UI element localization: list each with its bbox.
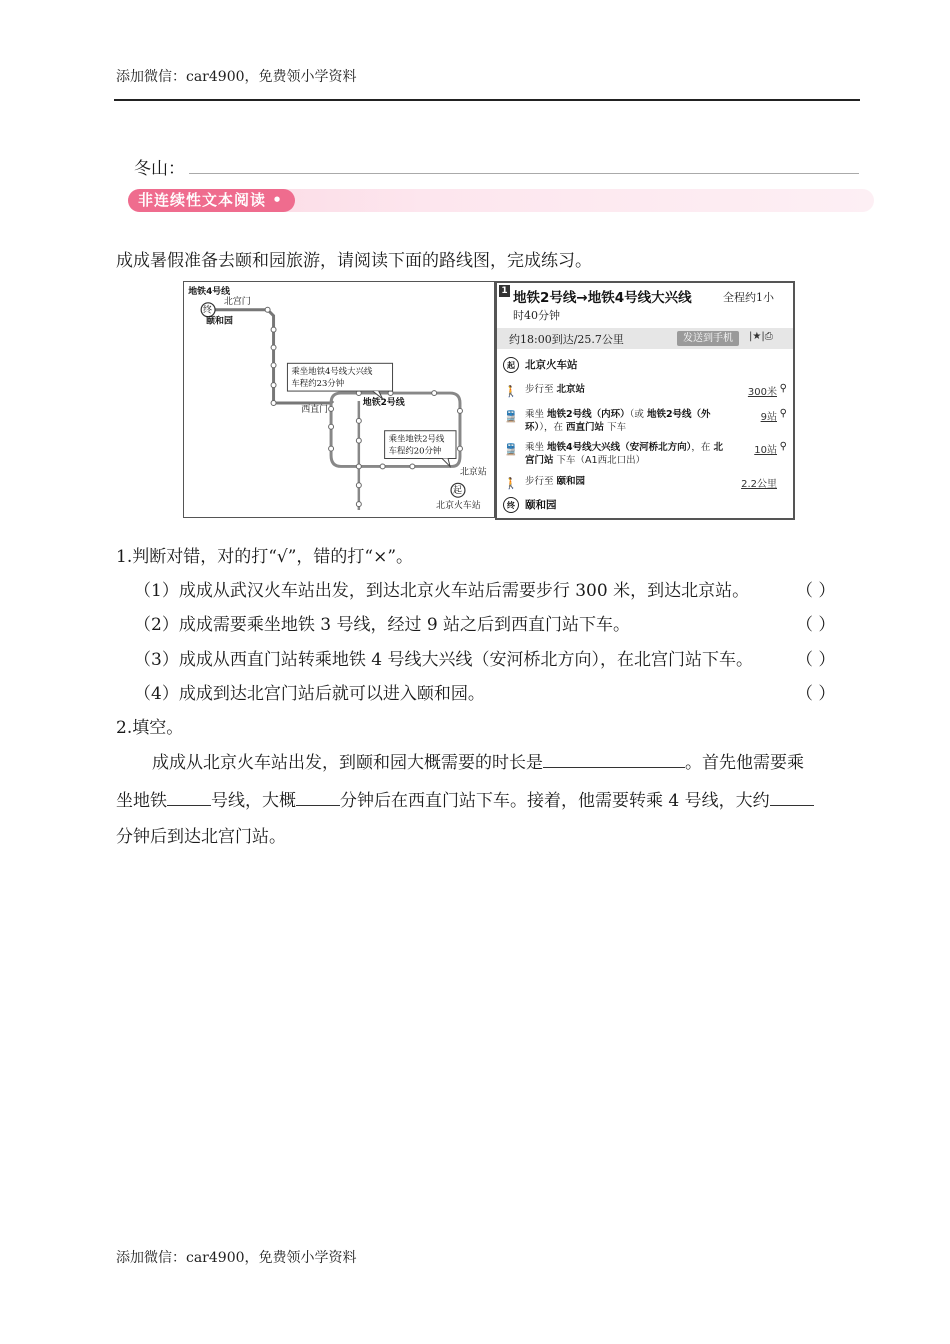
step-walk-2-distance: 2.2公里	[741, 479, 777, 490]
step-start-text: 北京火车站	[525, 359, 578, 371]
map-station	[457, 408, 462, 413]
step-line4-text: 乘坐 地铁4号线大兴线（安河桥北方向），在 北宫门站 下车（A1西北口出）	[525, 442, 723, 466]
map-station	[356, 464, 361, 469]
note-line2-row2: 车程约20分钟	[388, 445, 442, 456]
walk-icon: 🚶	[504, 476, 518, 490]
fill-line-3: 分钟后到达北宫门站。	[116, 827, 286, 847]
start-mark-text: 起	[453, 486, 462, 497]
location-pin-icon[interactable]: ⚲	[779, 383, 787, 394]
note-line4-row1: 乘坐地铁4号线大兴线	[291, 366, 373, 377]
map-station	[271, 383, 276, 388]
beijing-huochezhan-label: 北京火车站	[436, 501, 481, 512]
route-step-walk-1	[503, 383, 791, 399]
question-1-item-2: （2）成成需要乘坐地铁 3 号线，经过 9 站之后到西直门站下车。	[134, 615, 631, 635]
winter-blank[interactable]	[189, 156, 859, 174]
question-1-item-3: （3）成成从西直门站转乘地铁 4 号线大兴线（安河桥北方向），在北宫门站下车。	[134, 650, 753, 670]
route-step-end	[503, 497, 791, 513]
map-station	[271, 327, 276, 332]
train-icon: 🚆	[504, 409, 518, 423]
winter-answer-line	[134, 154, 859, 179]
header-rule	[114, 99, 860, 101]
line2-label: 地铁2号线	[362, 397, 405, 408]
route-step-walk-2	[503, 475, 791, 491]
answer-paren-3[interactable]: （ ）	[796, 650, 836, 670]
step-line2-stops: 9站	[760, 412, 777, 423]
step-line4-stops: 10站	[754, 445, 777, 456]
route-panel	[495, 281, 795, 520]
xizhimen-label: 西直门	[301, 404, 329, 415]
question-2-head: 2.填空。	[116, 718, 184, 738]
map-station	[271, 345, 276, 350]
route-tools[interactable]: |★|⎙	[749, 331, 773, 342]
answer-paren-1[interactable]: （ ）	[796, 581, 836, 601]
note-line2-row1: 乘坐地铁2号线	[388, 433, 445, 444]
fill-blank-line[interactable]	[167, 788, 211, 806]
location-pin-icon[interactable]: ⚲	[779, 441, 787, 452]
intro-text: 成成暑假准备去颐和园旅游，请阅读下面的路线图，完成练习。	[116, 251, 592, 271]
beijingzhan-label: 北京站	[459, 467, 487, 478]
route-step-line4	[503, 441, 791, 467]
end-mark-text: 终	[203, 305, 213, 316]
start-icon: 起	[503, 357, 519, 373]
fill-blank-minutes-2[interactable]	[770, 788, 814, 806]
yiheyuan-label: 颐和园	[206, 316, 233, 327]
map-station	[457, 446, 462, 451]
map-station	[271, 400, 276, 405]
map-station	[356, 418, 361, 423]
question-1-head: 1.判断对错，对的打“√”，错的打“×”。	[116, 547, 414, 567]
question-1-item-1: （1）成成从武汉火车站出发，到达北京火车站后需要步行 300 米，到达北京站。	[134, 581, 750, 601]
end-icon: 终	[503, 497, 519, 513]
step-walk-2-text: 步行至 颐和园	[525, 476, 586, 487]
footer-note: 添加微信：car4900，免费领小学资料	[116, 1250, 357, 1266]
map-station	[356, 483, 361, 488]
map-station	[329, 446, 334, 451]
location-pin-icon[interactable]: ⚲	[779, 408, 787, 419]
step-walk-1-text: 步行至 北京站	[525, 384, 586, 395]
map-station	[356, 502, 361, 507]
map-station	[380, 464, 385, 469]
fill-blank-minutes-1[interactable]	[296, 788, 340, 806]
step-line2-text: 乘坐 地铁2号线（内环）（或 地铁2号线（外环）），在 西直门站 下车	[525, 409, 711, 433]
note-line4-row2: 车程约23分钟	[291, 378, 345, 389]
route-total-time: 全程约1小	[723, 291, 774, 304]
train-icon: 🚆	[504, 442, 518, 456]
beigongmen-label: 北宫门	[223, 296, 251, 307]
fill-blank-duration[interactable]	[543, 750, 685, 768]
route-step-start	[503, 357, 791, 373]
map-station	[265, 307, 270, 312]
map-station	[271, 363, 276, 368]
answer-paren-4[interactable]: （ ）	[796, 684, 836, 704]
line4-label: 地铁4号线	[188, 286, 231, 297]
route-total-time-cont: 时40分钟	[513, 309, 560, 322]
walk-icon: 🚶	[504, 384, 518, 398]
route-title: 地铁2号线→地铁4号线大兴线	[513, 290, 692, 306]
header-note: 添加微信：car4900，免费领小学资料	[116, 69, 357, 85]
route-step-line2	[503, 408, 791, 434]
subway-map-svg	[184, 282, 494, 517]
subway-map	[183, 281, 495, 518]
fill-line-2: 坐地铁 号线，大概 分钟后在西直门站下车。接着，他需要转乘 4 号线，大约	[116, 786, 860, 811]
send-to-phone-button[interactable]: 发送到手机	[677, 331, 739, 346]
fill-line-1: 成成从北京火车站出发，到颐和园大概需要的时长是 。首先他需要乘	[116, 748, 860, 773]
map-station	[432, 391, 437, 396]
winter-label: 冬山：	[134, 159, 185, 179]
question-1-item-4: （4）成成到达北宫门站后就可以进入颐和园。	[134, 684, 485, 704]
map-station	[329, 406, 334, 411]
route-number: 1	[499, 285, 510, 297]
section-title: 非连续性文本阅读 •	[128, 189, 295, 212]
route-arrival: 约18:00到达/25.7公里	[509, 333, 624, 346]
map-station	[410, 464, 415, 469]
answer-paren-2[interactable]: （ ）	[796, 615, 836, 635]
step-end-text: 颐和园	[525, 499, 557, 511]
map-station	[356, 438, 361, 443]
step-walk-1-distance: 300米	[747, 387, 777, 398]
map-station	[329, 424, 334, 429]
